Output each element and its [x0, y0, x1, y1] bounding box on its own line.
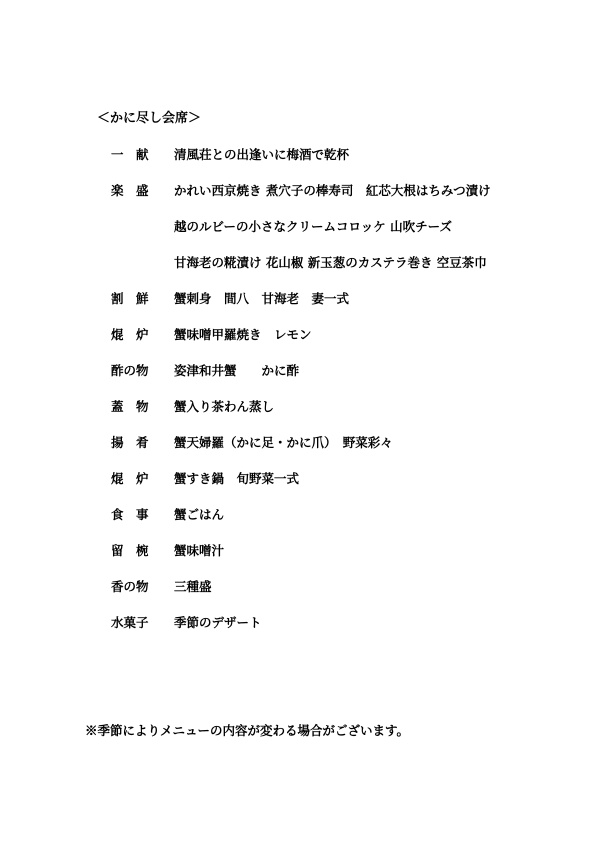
course-dish: 蟹すき鍋 旬野菜一式 — [174, 471, 300, 486]
course-row — [0, 505, 595, 525]
course-row — [0, 361, 595, 381]
course-label: 蓋 物 — [111, 399, 149, 414]
course-label: 水菓子 — [111, 615, 149, 630]
course-row — [0, 145, 595, 165]
course-label: 香の物 — [111, 579, 149, 594]
course-row — [0, 469, 595, 489]
course-dish: 蟹ごはん — [174, 507, 225, 522]
course-dish: 季節のデザート — [174, 615, 262, 630]
course-dish: 清風荘との出逢いに梅酒で乾杯 — [174, 147, 350, 162]
course-dish: 蟹味噌甲羅焼き レモン — [174, 327, 312, 342]
course-row — [0, 325, 595, 345]
course-label: 焜 炉 — [111, 471, 149, 486]
course-label: 楽 盛 — [111, 183, 149, 198]
menu-title: ＜かに尽し会席＞ — [97, 111, 202, 126]
course-dish: 蟹天婦羅（かに足・かに爪） 野菜彩々 — [174, 435, 393, 450]
course-dish: 蟹刺身 間八 甘海老 妻一式 — [174, 291, 350, 306]
course-dish: 越のルビーの小さなクリームコロッケ 山吹チーズ — [174, 219, 452, 234]
course-label: 一 献 — [111, 147, 149, 162]
seasonal-note: ※季節によりメニューの内容が変わる場合がございます。 — [85, 723, 410, 738]
course-dish: 蟹入り茶わん蒸し — [174, 399, 275, 414]
course-label: 焜 炉 — [111, 327, 149, 342]
course-label: 留 椀 — [111, 543, 149, 558]
course-dish: 蟹味噌汁 — [174, 543, 225, 558]
course-dish: 姿津和井蟹 かに酢 — [174, 363, 300, 378]
course-row — [0, 217, 595, 237]
course-label: 酢の物 — [111, 363, 149, 378]
course-row — [0, 577, 595, 597]
course-label: 食 事 — [111, 507, 149, 522]
course-row — [0, 613, 595, 633]
course-label: 割 鮮 — [111, 291, 149, 306]
course-dish: かれい西京焼き 煮穴子の棒寿司 紅芯大根はちみつ漬け — [174, 183, 491, 198]
course-label: 揚 肴 — [111, 435, 149, 450]
course-row — [0, 433, 595, 453]
course-dish: 甘海老の糀漬け 花山椒 新玉葱のカステラ巻き 空豆茶巾 — [174, 255, 487, 270]
course-row — [0, 181, 595, 201]
course-row — [0, 541, 595, 561]
course-row — [0, 253, 595, 273]
course-row — [0, 289, 595, 309]
course-dish: 三種盛 — [174, 579, 212, 594]
course-row — [0, 397, 595, 417]
